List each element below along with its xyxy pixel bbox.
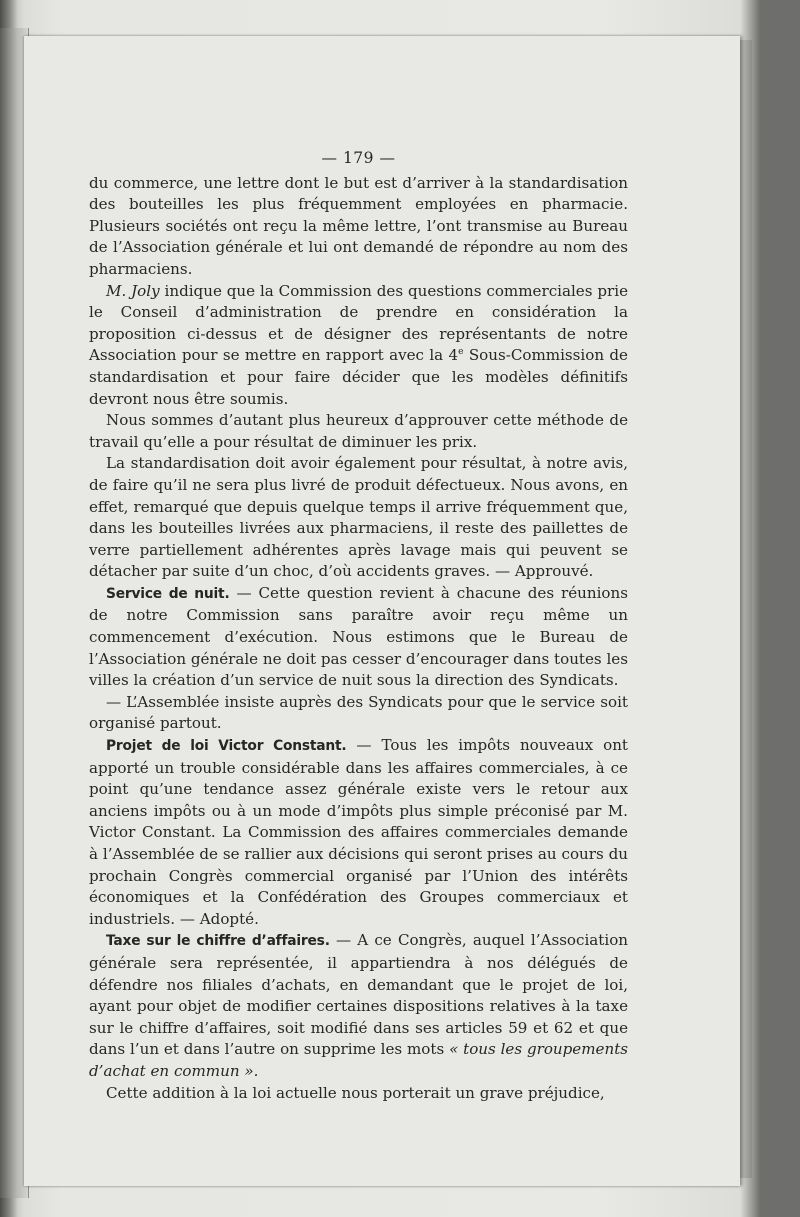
page-number: — 179 — bbox=[321, 149, 396, 167]
paragraph-5-text: — Cette question revient à chacune des réunions de notre Commission sans paraître avoir reçu même un commencement d’exécution. Nous estimons que le Bureau de l’Association générale ne doit pas cesser d’encourager dans toutes les villes la création d’un service de nuit sous la direction des Syndicats. bbox=[89, 583, 628, 690]
section-heading-projet-de-loi: Projet de loi Victor Constant. bbox=[106, 738, 347, 755]
paragraph-4: La standardisation doit avoir également pour résultat, à notre avis, de faire qu’il ne sera plus livré de produit défectueux. Nous avons, en effet, remarqué que depuis quelque temps il arrive fréquemment que, dans les bouteilles livrées aux pharmaciens, il reste des paillettes de verre partiellement adhérentes après lavage mais qui peuvent se détacher par suite d’un choc, d’où accidents graves. — Approuvé. bbox=[89, 454, 628, 581]
paragraph-2 bbox=[89, 281, 628, 411]
paragraph-6: — L’Assemblée insiste auprès des Syndicats pour que le service soit organisé partout. bbox=[89, 692, 628, 733]
paragraph-9: Cette addition à la loi actuelle nous porterait un grave préjudice, bbox=[106, 1083, 605, 1102]
paragraph-7 bbox=[89, 735, 628, 930]
paragraph-8 bbox=[89, 930, 628, 1082]
paragraph-7-text: — Tous les impôts nouveaux ont apporté un trouble considérable dans les affaires commerciales, à ce point qu’une tendance assez générale existe vers le retour aux anciens impôts ou à un mode d’impôts plus simple préconisé par M. Victor Constant. La Commission des affaires commerciales demande à l’Assemblée de se rallier aux décisions qui seront prises au cours du prochain Congrès commercial organisé par l’Union des intérêts économiques et la Confédération des Groupes commerciaux et industriels. — Adopté. bbox=[89, 736, 628, 928]
paragraph-3: Nous sommes d’autant plus heureux d’approuver cette méthode de travail qu’elle a pour résultat de diminuer les prix. bbox=[89, 411, 628, 451]
superscript-e: e bbox=[458, 347, 464, 358]
paragraph-2-text-b: Sous-Commission de standardisation et pour faire décider que les modèles définitifs devront nous être soumis. bbox=[89, 346, 628, 408]
page-text bbox=[89, 148, 628, 1104]
speaker-name: M. Joly bbox=[106, 281, 160, 300]
paragraph-8-quote: « tous les groupements d’achat en commun ». bbox=[89, 1040, 629, 1080]
paragraph-5 bbox=[89, 583, 628, 692]
paragraph-2-text-a: indique que la Commission des questions commerciales prie le Conseil d’administration de prendre en considération la proposition ci-dessus et de désigner des représentants de notre Association pour se mettre en rapport avec la 4 bbox=[89, 281, 628, 365]
paragraph-1: du commerce, une lettre dont le but est d’arriver à la standardisation des bouteilles les plus fréquemment employées en pharmacie. Plusieurs sociétés ont reçu la même lettre, l’ont transmise au Bureau de l’Association générale et lui ont demandé de répondre au nom des pharmaciens. bbox=[89, 173, 628, 278]
paragraph-8-text: — A ce Congrès, auquel l’Association générale sera représentée, il appartiendra à nos délégués de défendre nos filiales d’achats, en demandant que le projet de loi, ayant pour objet de modifier certaines dispositions relatives à la taxe sur le chiffre d’affaires, soit modifié dans ses articles 59 et 62 et que dans l’un et dans l’autre on supprime les mots bbox=[89, 931, 629, 1059]
section-heading-service-de-nuit: Service de nuit. bbox=[106, 585, 230, 602]
page-stack-edge bbox=[740, 40, 752, 1178]
section-heading-taxe: Taxe sur le chiffre d’affaires. bbox=[106, 933, 330, 950]
